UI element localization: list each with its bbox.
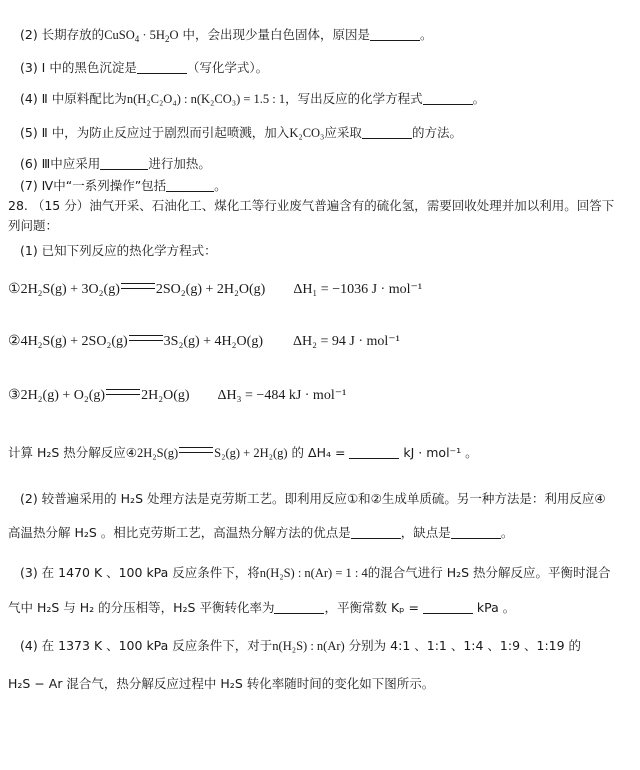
equation-2: ②4H₂S(g) + 2SO₂(g) 3S₂(g) + 4H₂O(g) ΔH₂ = 94 J · mol⁻¹	[8, 334, 400, 349]
question-5: (5) Ⅱ 中，为防止反应过于剧烈而引起喷溅，加入K₂CO₃应采取 的方法。	[20, 125, 462, 140]
question-28-line2: 列问题：	[8, 218, 59, 233]
question-28-line1: 28. （15 分）油气开采、石油化工、煤化工等行业废气普遍含有的硫化氢，需要回收处理并加以利用。回答下	[8, 198, 615, 213]
delta-h4-answer-blank[interactable]	[349, 446, 399, 459]
question-2: (2) 长期存放的CuSO$_4$ · $5H_2O$ 中，会出现少量白色固体，原因是 。	[20, 27, 433, 44]
question-7: (7) Ⅳ中“一系列操作”包括 。	[20, 178, 227, 193]
q4-ratio: n(H₂C₂O₄) : n(K₂CO₃) = 1.5 : 1	[126, 92, 286, 106]
question-4: (4) Ⅱ 中原料配比为n(H₂C₂O₄) : n(K₂CO₃) = 1.5 : 1，写出反应的化学方程式 。	[20, 91, 486, 106]
part2-line2: 高温热分解 H₂S 。相比克劳斯工艺，高温热分解方法的优点是 ，缺点是 。	[8, 525, 514, 540]
part2-line1: (2) 较普遍采用的 H₂S 处理方法是克劳斯工艺。即利用反应①和②生成单质硫。另一种方法是：利用反应④	[20, 491, 606, 506]
q5-answer-blank[interactable]	[362, 126, 412, 139]
q2-text: 中，会出现少量白色固体，原因是	[178, 27, 370, 42]
equation-3: ③2H₂(g) + O₂(g) 2H₂O(g) ΔH₃ = −484 kJ · mol⁻¹	[8, 388, 347, 403]
delta-h2: ΔH₂ = 94 J · mol⁻¹	[292, 334, 400, 349]
delta-h1: ΔH₁ = −1036 J · mol⁻¹	[293, 282, 423, 297]
equals-arrow	[129, 335, 163, 341]
kp-answer-blank[interactable]	[423, 601, 473, 614]
conversion-answer-blank[interactable]	[274, 601, 324, 614]
advantage-answer-blank[interactable]	[351, 526, 401, 539]
delta-h3: ΔH₃ = −484 kJ · mol⁻¹	[217, 388, 347, 403]
equation-1: ①2H₂S(g) + 3O₂(g) 2SO₂(g) + 2H₂O(g) ΔH₁ = −1036 J · mol⁻¹	[8, 282, 423, 297]
equals-arrow	[106, 389, 140, 395]
q6-answer-blank[interactable]	[100, 157, 148, 170]
question-3: (3) Ⅰ 中的黑色沉淀是 （写化学式）。	[20, 60, 269, 75]
q3-answer-blank[interactable]	[137, 61, 187, 74]
equals-arrow	[121, 283, 155, 289]
q2-answer-blank[interactable]	[370, 28, 420, 41]
q5-formula: K₂CO₃	[289, 126, 325, 140]
part3-line2: 气中 H₂S 与 H₂ 的分压相等，H₂S 平衡转化率为 ，平衡常数 Kₚ = kPa 。	[8, 600, 516, 615]
q4-answer-blank[interactable]	[423, 92, 473, 105]
part1-intro: (1) 已知下列反应的热化学方程式：	[20, 243, 217, 258]
equals-arrow	[179, 447, 213, 453]
part4-line1: (4) 在 1373 K 、100 kPa 反应条件下，对于n(H₂S) : n(Ar) 分别为 4:1 、1:1 、1:4 、1:9 、1:19 的	[20, 638, 582, 653]
calc-delta-h4: 计算 H₂S 热分解反应④2H₂S(g) S₂(g) + 2H₂(g) 的 ΔH₄ = kJ · mol⁻¹ 。	[8, 445, 478, 460]
part4-line2: H₂S − Ar 混合气，热分解反应过程中 H₂S 转化率随时间的变化如下图所示。	[8, 676, 435, 691]
q2-prefix: (2) 长期存放的	[20, 27, 105, 42]
question-6: (6) Ⅲ中应采用 进行加热。	[20, 156, 211, 171]
part3-line1: (3) 在 1470 K 、100 kPa 反应条件下，将n(H₂S) : n(Ar) = 1 : 4的混合气进行 H₂S 热分解反应。平衡时混合	[20, 565, 611, 580]
q2-formula: CuSO$_4$ · $5H_2O$	[104, 28, 179, 44]
q7-answer-blank[interactable]	[166, 179, 214, 192]
disadvantage-answer-blank[interactable]	[451, 526, 501, 539]
